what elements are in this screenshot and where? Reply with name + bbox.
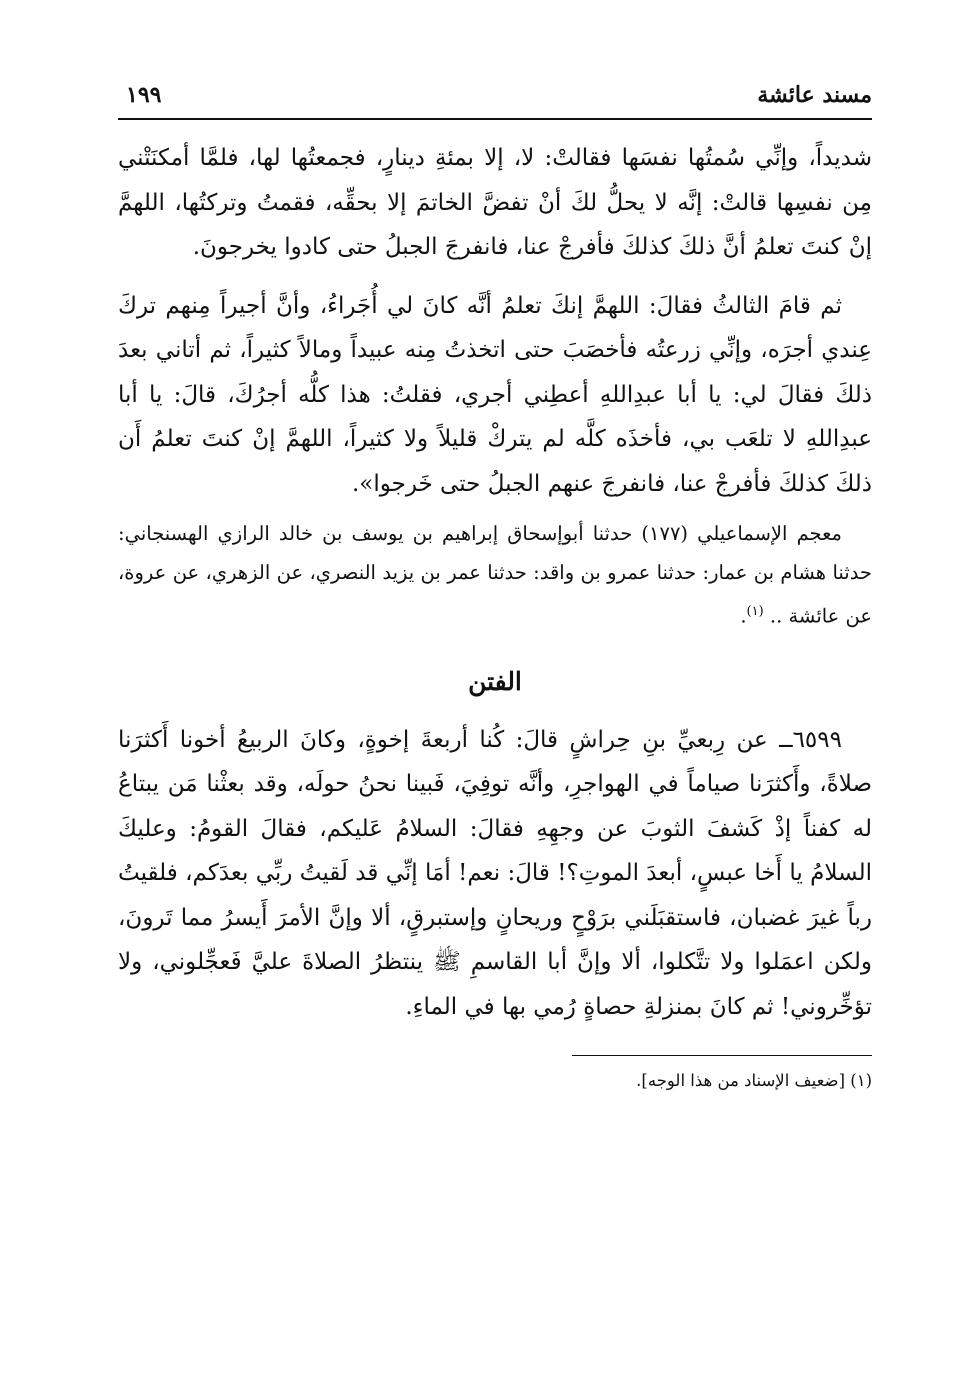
footnote-divider <box>572 1055 872 1056</box>
footnote: (١) [ضعيف الإسناد من هذا الوجه]. <box>636 1071 872 1090</box>
main-text <box>118 136 872 506</box>
footnote-reference: (١) <box>746 604 764 619</box>
section-title: الفتن <box>468 666 522 696</box>
source-citation-end: . <box>740 604 747 628</box>
page-header <box>118 78 872 120</box>
page-number: ١٩٩ <box>126 82 162 108</box>
page <box>118 78 872 1094</box>
paragraph-continuation: شديداً، وإنِّي سُمتُها نفسَها فقالتْ: لا، إلا بمئةِ دينارٍ، فجمعتُها لها، فلمَّا أمكنَتْني مِن نفسِها قالتْ: إنَّه لا يحلُّ لكَ أنْ تفضَّ الخاتمَ إلا بحقِّه، فقمتُ وتركتُها، اللهمَّ إنْ كنتَ تعلمُ أنَّ ذلكَ كذلكَ فأفرجْ عنا، فانفرجَ الجبلُ حتى كادوا يخرجونَ. <box>118 145 872 260</box>
paragraph-third-man: ثم قامَ الثالثُ فقالَ: اللهمَّ إنكَ تعلمُ أنَّه كانَ لي أُجَراءُ، وأنَّ أجيراً مِنهم تركَ عِندي أجرَه، وإنِّي زرعتُه فأخصَبَ حتى اتخذتُ مِنه عبيداً ومالاً كثيراً، ثم أتاني بعدَ ذلكَ فقالَ لي: يا أبا عبدِاللهِ أعطِني أجري، فقلتُ: هذا كلُّه أجرُكَ، قالَ: يا أبا عبدِاللهِ لا تلعَب بي، فأخذَه كلَّه لم يتركْ قليلاً ولا كثيراً، اللهمَّ إنْ كنتَ تعلمُ أَن ذلكَ كذلكَ فأفرجْ عنا، فانفرجَ عنهم الجبلُ حتى خَرجوا». <box>118 292 873 497</box>
hadith-block <box>118 718 872 1030</box>
source-citation <box>118 514 872 636</box>
hadith-text: ــ عن رِبعيِّ بنِ حِراشٍ قالَ: كُنا أربعةَ إخوةٍ، وكانَ الربيعُ أخونا أَكثرَنا صلاةً، وأَكثرَنا صياماً في الهواجرِ، وأنَّه توفِيَ، فَبينا نحنُ حولَه، وقد بعثْنا مَن يبتاعُ له كفناً إذْ كَشفَ الثوبَ عن وجهِهِ فقالَ: السلامُ عَليكم، فقالَ القومُ: وعليكَ السلامُ يا أَخا عبسٍ، أبعدَ الموتِ؟! قالَ: نعم! أمَا إنِّي قد لَقيتُ ربِّي بعدَكم، فلقيتُ رباً غيرَ غضبان، فاستقبَلَني برَوْحٍ وريحانٍ وإستبرقٍ، ألا وإنَّ الأمرَ أَيسرُ مما تَرونَ، ولكن اعمَلوا ولا تتَّكلوا، ألا وإنَّ أبا القاسمِ ﷺ ينتظرُ الصلاةَ عليَّ فَعجِّلوني، ولا تؤخِّروني! ثم كانَ بمنزلةِ حصاةٍ رُمي بها في الماءِ. <box>118 726 872 1020</box>
hadith-paragraph <box>118 718 872 1030</box>
hadith-number: ٦٥٩٩ <box>792 726 842 753</box>
source-citation-text: معجم الإسماعيلي (١٧٧) حدثنا أبوإسحاق إبراهيم بن يوسف بن خالد الرازي الهسنجاني: حدثنا هشام بن عمار: حدثنا عمرو بن واقد: حدثنا عمر بن يزيد النصري، عن الزهري، عن عروة، عن عائشة .. <box>118 522 872 628</box>
book-title: مسند عائشة <box>757 82 872 108</box>
